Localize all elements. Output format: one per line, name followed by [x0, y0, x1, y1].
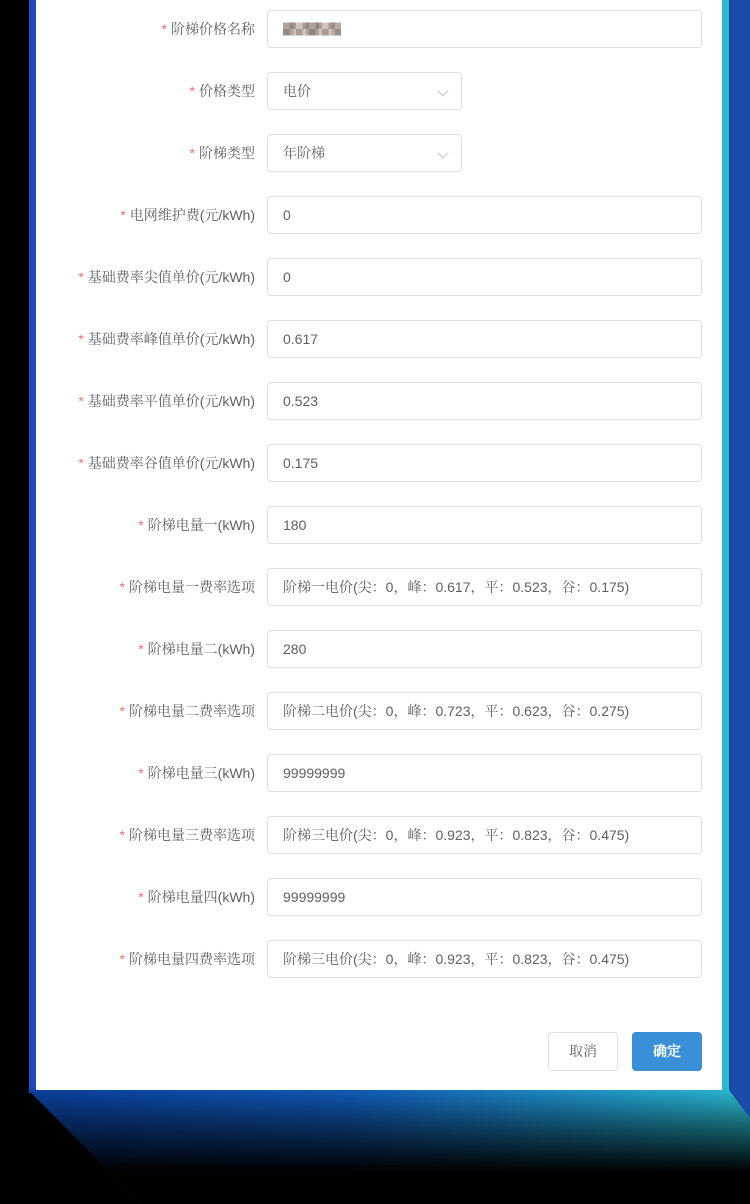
- form-field-row: [36, 630, 702, 668]
- text-input[interactable]: [267, 754, 702, 792]
- form-field-row: [36, 382, 702, 420]
- text-input-wrap: [267, 258, 702, 296]
- field-label-text: 阶梯电量四费率选项: [129, 951, 255, 967]
- bg-bottom-glow: [0, 1090, 750, 1204]
- form-field-row: [36, 692, 702, 730]
- text-input[interactable]: [267, 816, 702, 854]
- form-field-row: [36, 258, 702, 296]
- text-input[interactable]: [267, 196, 702, 234]
- form-field-row: [36, 320, 702, 358]
- required-asterisk: *: [119, 579, 125, 595]
- field-label-text: 基础费率峰值单价(元/kWh): [87, 331, 255, 347]
- redacted-value-mosaic: [283, 23, 341, 36]
- required-asterisk: *: [78, 331, 84, 347]
- required-asterisk: *: [138, 517, 144, 533]
- required-asterisk: *: [119, 951, 125, 967]
- required-asterisk: *: [119, 827, 125, 843]
- tiered-price-form: [36, 0, 722, 978]
- required-asterisk: *: [120, 207, 126, 223]
- text-input-wrap: [267, 816, 702, 854]
- text-input[interactable]: [267, 320, 702, 358]
- confirm-button[interactable]: 确定: [632, 1032, 702, 1071]
- text-input-wrap: [267, 754, 702, 792]
- select-dropdown[interactable]: [267, 72, 462, 110]
- field-label: [36, 134, 267, 172]
- text-input-wrap: [267, 940, 702, 978]
- text-input-wrap: [267, 506, 702, 544]
- form-field-row: [36, 568, 702, 606]
- field-label: [36, 10, 267, 48]
- select-value: 年阶梯: [283, 145, 325, 161]
- bg-left-blue-stripe: [29, 0, 36, 1093]
- form-field-row: [36, 940, 702, 978]
- field-label-text: 阶梯电量一(kWh): [147, 517, 255, 533]
- field-label: [36, 382, 267, 420]
- form-field-row: [36, 816, 702, 854]
- field-label: [36, 196, 267, 234]
- field-label-text: 阶梯电量二费率选项: [129, 703, 255, 719]
- text-input[interactable]: [267, 258, 702, 296]
- required-asterisk: *: [189, 145, 195, 161]
- field-label: [36, 568, 267, 606]
- required-asterisk: *: [78, 393, 84, 409]
- field-label: [36, 320, 267, 358]
- text-input-wrap: [267, 692, 702, 730]
- text-input-wrap: [267, 568, 702, 606]
- form-field-row: [36, 10, 702, 48]
- required-asterisk: *: [138, 765, 144, 781]
- field-label-text: 基础费率平值单价(元/kWh): [87, 393, 255, 409]
- text-input[interactable]: [267, 506, 702, 544]
- select-value: 电价: [283, 83, 311, 99]
- text-input-wrap: [267, 196, 702, 234]
- select-dropdown[interactable]: [267, 134, 462, 172]
- field-label-text: 电网维护费(元/kWh): [129, 207, 255, 223]
- required-asterisk: *: [78, 455, 84, 471]
- field-label-text: 阶梯电量四(kWh): [147, 889, 255, 905]
- text-input-wrap: [267, 878, 702, 916]
- form-field-row: [36, 196, 702, 234]
- required-asterisk: *: [138, 889, 144, 905]
- text-input[interactable]: [267, 444, 702, 482]
- field-label: [36, 444, 267, 482]
- cancel-button[interactable]: 取消: [548, 1032, 618, 1071]
- text-input[interactable]: [267, 692, 702, 730]
- field-label: [36, 878, 267, 916]
- text-input-wrap: [267, 320, 702, 358]
- field-label: [36, 72, 267, 110]
- form-field-row: [36, 878, 702, 916]
- bg-right-cyan-stripe: [722, 0, 729, 1090]
- tiered-price-form-modal: [36, 0, 722, 1090]
- field-label: [36, 692, 267, 730]
- field-label: [36, 630, 267, 668]
- text-input[interactable]: [267, 940, 702, 978]
- required-asterisk: *: [189, 83, 195, 99]
- field-label-text: 阶梯电量二(kWh): [147, 641, 255, 657]
- field-label-text: 基础费率谷值单价(元/kWh): [87, 455, 255, 471]
- chevron-down-icon: [437, 147, 448, 158]
- field-label-text: 阶梯电量三费率选项: [129, 827, 255, 843]
- field-label: [36, 258, 267, 296]
- text-input-wrap: [267, 382, 702, 420]
- chevron-down-icon: [437, 85, 448, 96]
- text-input[interactable]: [267, 568, 702, 606]
- text-input[interactable]: [267, 878, 702, 916]
- text-input[interactable]: [267, 382, 702, 420]
- text-input[interactable]: [267, 630, 702, 668]
- required-asterisk: *: [119, 703, 125, 719]
- form-field-row: [36, 134, 702, 172]
- field-label-text: 阶梯电量三(kWh): [147, 765, 255, 781]
- field-label: [36, 754, 267, 792]
- text-input-wrap: [267, 630, 702, 668]
- required-asterisk: *: [78, 269, 84, 285]
- field-label: [36, 506, 267, 544]
- modal-footer: [36, 1032, 722, 1071]
- text-input-wrap: [267, 10, 702, 48]
- text-input-wrap: [267, 444, 702, 482]
- field-label-text: 价格类型: [199, 83, 255, 99]
- field-label-text: 基础费率尖值单价(元/kWh): [87, 269, 255, 285]
- form-field-row: [36, 754, 702, 792]
- required-asterisk: *: [138, 641, 144, 657]
- form-field-row: [36, 506, 702, 544]
- bg-right-blue-stripe: [729, 0, 750, 1090]
- field-label-text: 阶梯价格名称: [171, 21, 255, 37]
- required-asterisk: *: [161, 21, 167, 37]
- form-field-row: [36, 72, 702, 110]
- form-field-row: [36, 444, 702, 482]
- field-label: [36, 940, 267, 978]
- field-label-text: 阶梯类型: [199, 145, 255, 161]
- field-label-text: 阶梯电量一费率选项: [129, 579, 255, 595]
- field-label: [36, 816, 267, 854]
